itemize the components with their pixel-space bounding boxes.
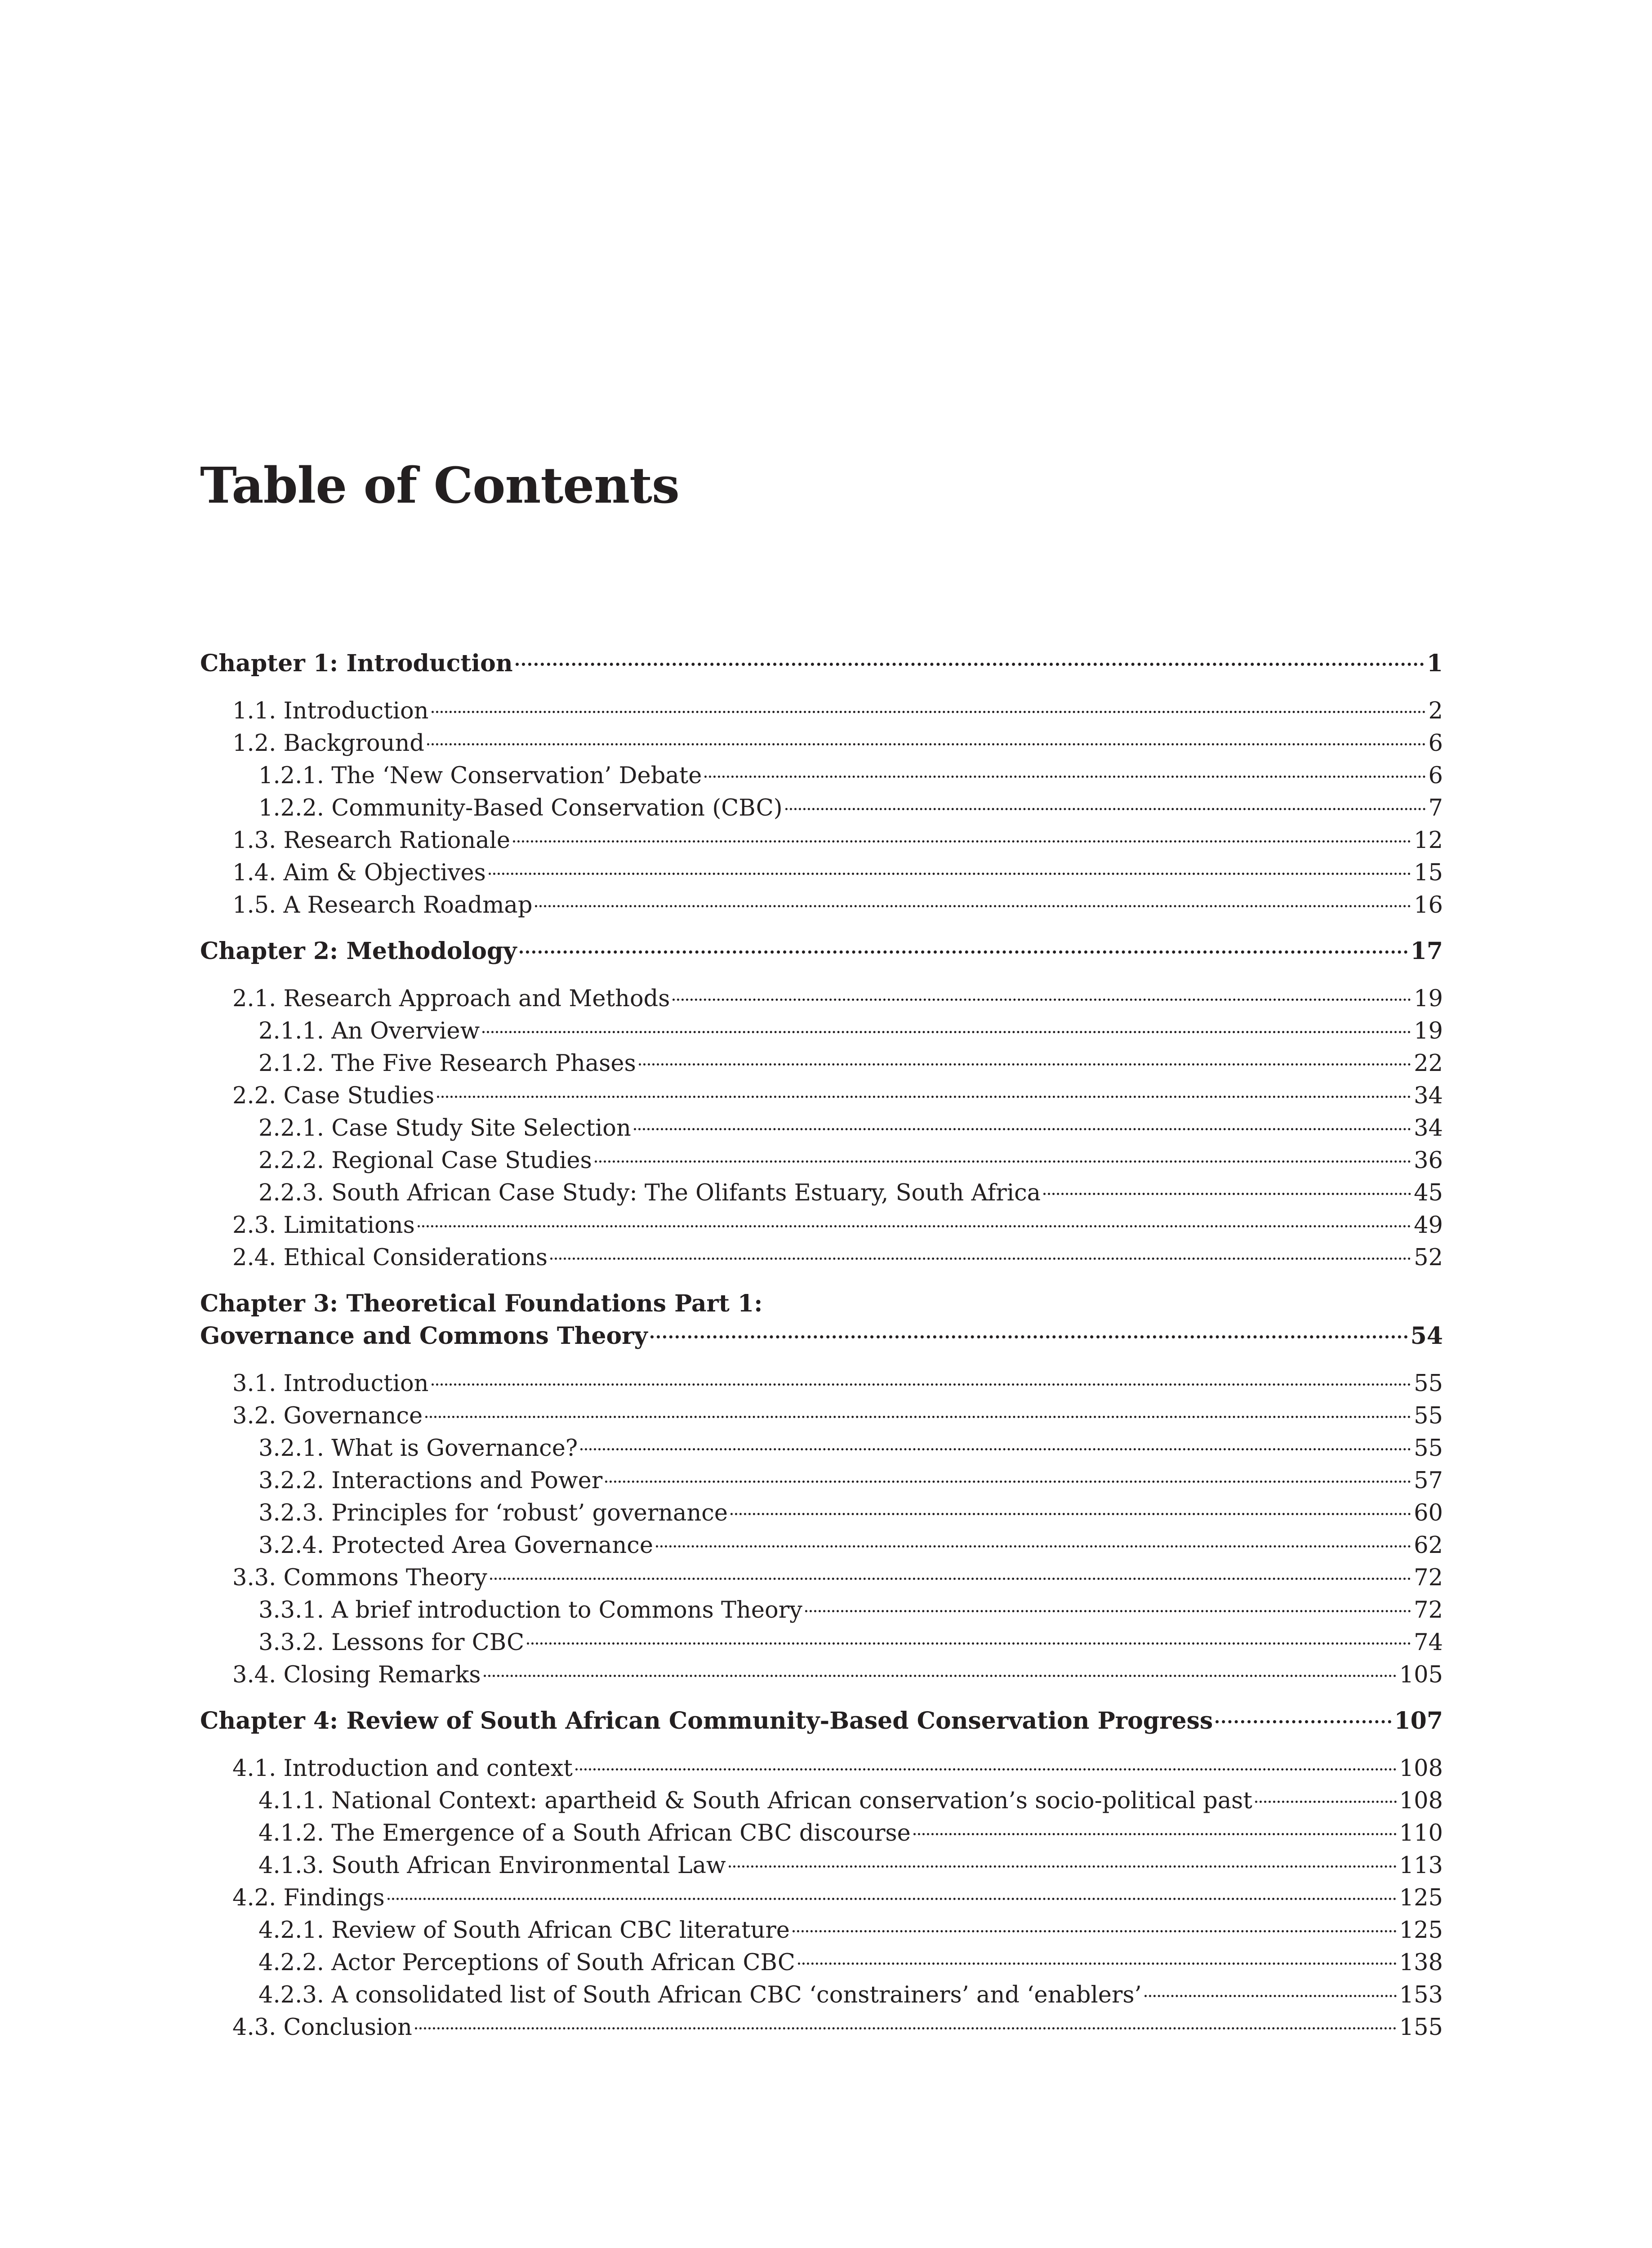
page-number: 19: [1414, 1018, 1443, 1044]
entry-title: 2.2.3. South African Case Study: The Olifants Estuary, South Africa: [258, 1180, 1041, 1206]
toc-chapter: [200, 1705, 1443, 2044]
entry-title: 4.1. Introduction and context: [232, 1755, 573, 1782]
page-number: 2: [1428, 698, 1443, 724]
chapter-title: Chapter 1: Introduction: [200, 650, 513, 677]
section-entry[interactable]: [200, 727, 1443, 760]
dot-leader: [527, 1642, 1411, 1645]
dot-leader: [520, 950, 1408, 954]
chapter-heading: [200, 1705, 1443, 1737]
section-entry[interactable]: [200, 889, 1443, 922]
entry-title: 3.3. Commons Theory: [232, 1565, 487, 1591]
section-entry[interactable]: [200, 1562, 1443, 1594]
dot-leader: [1216, 1720, 1391, 1723]
page-number: 6: [1428, 763, 1443, 789]
dot-leader: [513, 840, 1411, 843]
chapter-title: Chapter 4: Review of South African Community-Based Conservation Progress: [200, 1707, 1213, 1735]
entry-title: 3.2. Governance: [232, 1403, 423, 1429]
subsection-entry[interactable]: [200, 1914, 1443, 1947]
dot-leader: [490, 1578, 1411, 1580]
page-number: 72: [1414, 1597, 1443, 1624]
section-entry[interactable]: [200, 1080, 1443, 1112]
page-number: 125: [1399, 1917, 1443, 1944]
dot-leader: [437, 1096, 1411, 1098]
entry-title: 4.2.3. A consolidated list of South African CBC ‘constrainers’ and ‘enablers’: [258, 1982, 1142, 2008]
page-number: 36: [1414, 1147, 1443, 1174]
entry-title: 4.3. Conclusion: [232, 2014, 412, 2041]
dot-leader: [730, 1513, 1411, 1515]
dot-leader: [418, 1225, 1411, 1227]
entry-title: 1.2.2. Community-Based Conservation (CBC): [258, 795, 783, 821]
page-number: 15: [1414, 860, 1443, 886]
dot-leader: [484, 1675, 1397, 1677]
chapter-heading: [200, 1288, 1443, 1352]
page-number: 22: [1414, 1050, 1443, 1077]
entry-title: 3.2.2. Interactions and Power: [258, 1467, 603, 1494]
dot-leader: [415, 2027, 1397, 2029]
page-number: 155: [1399, 2014, 1443, 2041]
entry-title: 2.1.2. The Five Research Phases: [258, 1050, 636, 1077]
dot-leader: [432, 711, 1426, 713]
page-number: 125: [1399, 1885, 1443, 1911]
subsection-entry[interactable]: [200, 1015, 1443, 1048]
page-number: 55: [1414, 1370, 1443, 1397]
dot-leader: [793, 1930, 1397, 1932]
page-number: 108: [1399, 1788, 1443, 1814]
dot-leader: [605, 1481, 1411, 1483]
dot-leader: [798, 1963, 1397, 1965]
section-entry[interactable]: [200, 695, 1443, 727]
subsection-entry[interactable]: [200, 1850, 1443, 1882]
chapter-heading: [200, 647, 1443, 680]
entry-title: 1.1. Introduction: [232, 698, 429, 724]
page-number: 57: [1414, 1467, 1443, 1494]
page-number: 17: [1410, 937, 1443, 965]
toc-chapter: [200, 647, 1443, 922]
chapter-entry[interactable]: [200, 1705, 1443, 1737]
entry-title: 4.1.1. National Context: apartheid & South African conservation’s socio-political past: [258, 1788, 1252, 1814]
section-entry[interactable]: [200, 1753, 1443, 1785]
chapter-title: Chapter 2: Methodology: [200, 937, 517, 965]
toc-chapter: [200, 935, 1443, 1274]
page-number: 55: [1414, 1435, 1443, 1462]
chapter-title: Governance and Commons Theory: [200, 1322, 648, 1350]
chapter-heading: [200, 935, 1443, 968]
page-number: 49: [1414, 1212, 1443, 1239]
section-entry[interactable]: [200, 1209, 1443, 1242]
page-number: 55: [1414, 1403, 1443, 1429]
entry-title: 3.2.4. Protected Area Governance: [258, 1532, 654, 1559]
dot-leader: [729, 1865, 1397, 1868]
page-number: 12: [1414, 827, 1443, 854]
dot-leader: [639, 1063, 1411, 1066]
subsection-entry[interactable]: [200, 1145, 1443, 1177]
entry-title: 2.2.2. Regional Case Studies: [258, 1147, 592, 1174]
chapter-entry[interactable]: [200, 935, 1443, 968]
entry-title: 4.1.2. The Emergence of a South African CBC discourse: [258, 1820, 911, 1847]
subsection-entry[interactable]: [200, 1465, 1443, 1497]
page-number: 52: [1414, 1244, 1443, 1271]
page-number: 34: [1414, 1115, 1443, 1142]
dot-leader: [427, 743, 1426, 745]
subsection-entry[interactable]: [200, 1048, 1443, 1080]
dot-leader: [1043, 1193, 1411, 1195]
subsection-entry[interactable]: [200, 1432, 1443, 1465]
page-number: 16: [1414, 892, 1443, 919]
dot-leader: [482, 1031, 1411, 1033]
page-number: 108: [1399, 1755, 1443, 1782]
entry-title: 4.1.3. South African Environmental Law: [258, 1852, 726, 1879]
subsection-entry[interactable]: [200, 1947, 1443, 1979]
section-entry[interactable]: [200, 825, 1443, 857]
entry-title: 2.1. Research Approach and Methods: [232, 986, 670, 1012]
entry-title: 3.2.1. What is Governance?: [258, 1435, 578, 1462]
toc-chapter: [200, 1288, 1443, 1691]
subsection-entry[interactable]: [200, 1177, 1443, 1209]
entry-title: 3.3.2. Lessons for CBC: [258, 1629, 525, 1656]
dot-leader: [1144, 1995, 1397, 1997]
page-number: 105: [1399, 1662, 1443, 1688]
page-number: 62: [1414, 1532, 1443, 1559]
chapter-entry[interactable]: [200, 1320, 1443, 1352]
section-entry[interactable]: [200, 2012, 1443, 2044]
page-number: 6: [1428, 730, 1443, 757]
chapter-entry[interactable]: [200, 647, 1443, 680]
dot-leader: [1255, 1801, 1397, 1803]
entry-title: 1.5. A Research Roadmap: [232, 892, 533, 919]
subsection-entry[interactable]: [200, 760, 1443, 792]
subsection-entry[interactable]: [200, 1497, 1443, 1530]
dot-leader: [785, 808, 1426, 810]
dot-leader: [575, 1768, 1397, 1771]
dot-leader: [656, 1545, 1411, 1548]
page-number: 107: [1394, 1707, 1443, 1735]
chapter-title: Chapter 3: Theoretical Foundations Part 1:: [200, 1290, 763, 1317]
dot-leader: [672, 999, 1411, 1001]
page-number: 72: [1414, 1565, 1443, 1591]
subsection-entry[interactable]: [200, 1627, 1443, 1659]
entry-title: 2.2.1. Case Study Site Selection: [258, 1115, 631, 1142]
dot-leader: [535, 905, 1411, 907]
page-number: 7: [1428, 795, 1443, 821]
section-entry[interactable]: [200, 1882, 1443, 1914]
page-number: 1: [1426, 650, 1443, 677]
entry-title: 4.2.2. Actor Perceptions of South African CBC: [258, 1949, 795, 1976]
page-number: 60: [1414, 1500, 1443, 1526]
dot-leader: [432, 1383, 1412, 1386]
dot-leader: [650, 1335, 1408, 1338]
dot-leader: [704, 776, 1425, 778]
page-number: 45: [1414, 1180, 1443, 1206]
chapter-heading-line: [200, 1288, 1443, 1320]
dot-leader: [516, 663, 1424, 666]
section-entry[interactable]: [200, 857, 1443, 889]
subsection-entry[interactable]: [200, 1817, 1443, 1850]
section-entry[interactable]: [200, 1400, 1443, 1432]
entry-title: 1.3. Research Rationale: [232, 827, 511, 854]
page-number: 138: [1399, 1949, 1443, 1976]
subsection-entry[interactable]: [200, 1594, 1443, 1627]
page-number: 34: [1414, 1083, 1443, 1109]
dot-leader: [580, 1448, 1411, 1450]
section-entry[interactable]: [200, 1368, 1443, 1400]
entry-title: 3.4. Closing Remarks: [232, 1662, 481, 1688]
dot-leader: [634, 1128, 1411, 1130]
entry-title: 1.2.1. The ‘New Conservation’ Debate: [258, 763, 702, 789]
page-number: 113: [1399, 1852, 1443, 1879]
entry-title: 2.1.1. An Overview: [258, 1018, 480, 1044]
dot-leader: [387, 1898, 1397, 1900]
entry-title: 4.2. Findings: [232, 1885, 385, 1911]
section-entry[interactable]: [200, 1659, 1443, 1691]
entry-title: 3.3.1. A brief introduction to Commons Theory: [258, 1597, 802, 1624]
dot-leader: [595, 1160, 1411, 1163]
dot-leader: [489, 873, 1411, 875]
page-number: 153: [1399, 1982, 1443, 2008]
entry-title: 3.2.3. Principles for ‘robust’ governance: [258, 1500, 728, 1526]
table-of-contents: [200, 647, 1443, 2044]
subsection-entry[interactable]: [200, 1112, 1443, 1145]
subsection-entry[interactable]: [200, 1785, 1443, 1817]
page-title: Table of Contents: [200, 456, 679, 514]
entry-title: 1.2. Background: [232, 730, 424, 757]
entry-title: 1.4. Aim & Objectives: [232, 860, 486, 886]
entry-title: 2.3. Limitations: [232, 1212, 415, 1239]
page-number: 19: [1414, 986, 1443, 1012]
subsection-entry[interactable]: [200, 1979, 1443, 2012]
dot-leader: [913, 1833, 1397, 1835]
section-entry[interactable]: [200, 1242, 1443, 1274]
entry-title: 2.2. Case Studies: [232, 1083, 435, 1109]
dot-leader: [425, 1416, 1411, 1418]
dot-leader: [805, 1610, 1411, 1612]
dot-leader: [550, 1258, 1411, 1260]
section-entry[interactable]: [200, 983, 1443, 1015]
subsection-entry[interactable]: [200, 1530, 1443, 1562]
entry-title: 4.2.1. Review of South African CBC literature: [258, 1917, 790, 1944]
page-number: 110: [1399, 1820, 1443, 1847]
entry-title: 2.4. Ethical Considerations: [232, 1244, 548, 1271]
subsection-entry[interactable]: [200, 792, 1443, 825]
page-number: 54: [1410, 1322, 1443, 1350]
entry-title: 3.1. Introduction: [232, 1370, 429, 1397]
page-number: 74: [1414, 1629, 1443, 1656]
